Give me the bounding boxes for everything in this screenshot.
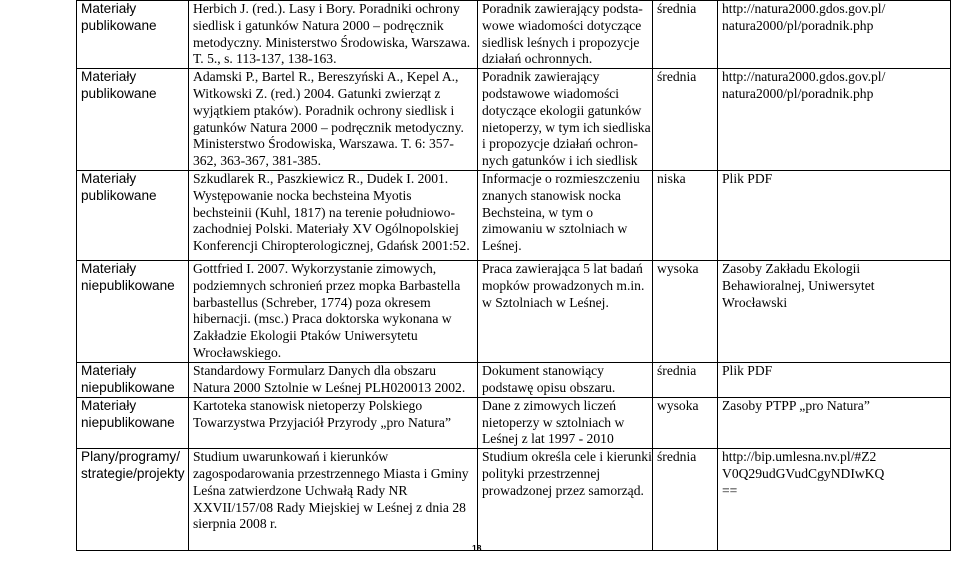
table-row — [77, 69, 951, 171]
description-cell — [478, 170, 653, 260]
material-type-cell — [77, 69, 189, 171]
location-line: Plik PDF — [722, 362, 773, 378]
location-line: http://natura2000.gdos.gov.pl/ — [722, 1, 886, 16]
location-cell — [718, 362, 951, 397]
source-line: 362, 363-367, 381-385. — [193, 153, 321, 169]
source-line: XXVII/157/08 Rady Miejskiej w Leśnej z dnia 28 — [193, 499, 466, 515]
description-line: nietoperzy, w tym ich siedliska — [482, 119, 651, 135]
source-line: Szkudlarek R., Paszkiewicz R., Dudek I. 2001. — [193, 170, 449, 186]
quality-cell — [653, 260, 718, 362]
quality-line: średnia — [657, 69, 697, 85]
location-cell — [718, 1, 951, 69]
location-cell — [718, 397, 951, 448]
description-cell — [478, 69, 653, 171]
source-line: Herbich J. (red.). Lasy i Bory. Poradniki ochrony — [193, 1, 460, 16]
description-line: polityki przestrzennej — [482, 465, 601, 481]
quality-line: wysoka — [657, 260, 699, 276]
material-type-cell — [77, 170, 189, 260]
table-row — [77, 260, 951, 362]
location-cell — [718, 260, 951, 362]
source-line: podziemnych schronień przez mopka Barbastella — [193, 277, 461, 293]
material-type-line: publikowane — [81, 17, 157, 33]
location-line: Plik PDF — [722, 170, 773, 186]
location-line: http://bip.umlesna.nv.pl/#Z2 — [722, 449, 877, 465]
description-line: Leśnej. — [482, 238, 522, 254]
quality-cell — [653, 69, 718, 171]
description-line: Dane z zimowych liczeń — [482, 397, 616, 413]
source-line: siedlisk i gatunków Natura 2000 – podręcznik — [193, 17, 444, 33]
quality-line: średnia — [657, 449, 697, 465]
source-line: zachodniej Polski. Materiały XV Ogólnopolskiej — [193, 221, 459, 237]
description-line: Leśnej z lat 1997 - 2010 — [482, 431, 614, 447]
description-line: działań ochronnych. — [482, 51, 593, 67]
description-line: nietoperzy w sztolniach w — [482, 414, 625, 430]
source-line: zagospodarowania przestrzennego Miasta i Gminy — [193, 465, 469, 481]
description-line: Bechsteina, w tym o — [482, 204, 593, 220]
description-line: Poradnik zawierający podsta- — [482, 1, 643, 16]
sources-table — [76, 0, 951, 551]
source-line: Występowanie nocka bechsteina Myotis — [193, 187, 412, 203]
source-cell — [189, 1, 478, 69]
source-line: Ministerstwo Środowiska, Warszawa. T. 6: 357- — [193, 136, 454, 152]
description-line: Informacje o rozmieszczeniu — [482, 170, 640, 186]
quality-cell — [653, 449, 718, 551]
description-line: wowe wiadomości dotyczące — [482, 17, 642, 33]
description-line: dotyczące ekologii gatunków — [482, 102, 642, 118]
material-type-cell — [77, 397, 189, 448]
source-line: Kartoteka stanowisk nietoperzy Polskiego — [193, 397, 423, 413]
description-line: prowadzonej przez samorząd. — [482, 482, 644, 498]
source-cell — [189, 449, 478, 551]
material-type-line: Materiały — [81, 170, 137, 186]
location-line: http://natura2000.gdos.gov.pl/ — [722, 69, 886, 85]
table-row — [77, 449, 951, 551]
source-line: barbastellus (Schreber, 1774) poza okresem — [193, 294, 431, 310]
source-line: Gottfried I. 2007. Wykorzystanie zimowych, — [193, 260, 437, 276]
description-cell — [478, 260, 653, 362]
material-type-line: publikowane — [81, 85, 157, 101]
source-line: Zakładzie Ekologii Ptaków Uniwersytetu — [193, 328, 418, 344]
material-type-line: Materiały — [81, 397, 137, 413]
source-cell — [189, 170, 478, 260]
source-line: bechsteinii (Kuhl, 1817) na terenie południowo- — [193, 204, 455, 220]
sources-table-body — [77, 1, 951, 551]
material-type-line: niepublikowane — [81, 277, 175, 293]
material-type-line: Plany/programy/ — [81, 449, 180, 465]
location-line: natura2000/pl/poradnik.php — [722, 17, 874, 33]
location-line: == — [722, 482, 738, 498]
page-number: 18 — [472, 543, 482, 553]
source-line: Adamski P., Bartel R., Bereszyński A., Kepel A., — [193, 69, 459, 85]
location-cell — [718, 69, 951, 171]
material-type-line: niepublikowane — [81, 414, 175, 430]
material-type-line: Materiały — [81, 69, 137, 85]
source-line: hibernacji. (msc.) Praca doktorska wykonana w — [193, 311, 452, 327]
material-type-cell — [77, 449, 189, 551]
description-line: Poradnik zawierający — [482, 69, 600, 85]
description-cell — [478, 397, 653, 448]
description-line: Studium określa cele i kierunki — [482, 449, 652, 465]
source-line: Studium uwarunkowań i kierunków — [193, 449, 389, 465]
description-cell — [478, 362, 653, 397]
source-cell — [189, 397, 478, 448]
material-type-line: niepublikowane — [81, 379, 175, 395]
material-type-line: strategie/projekty — [81, 465, 185, 481]
material-type-cell — [77, 260, 189, 362]
table-row — [77, 170, 951, 260]
location-line: Zasoby PTPP „pro Natura” — [722, 397, 870, 413]
source-line: T. 5., s. 113-137, 138-163. — [193, 51, 337, 67]
source-line: sierpnia 2008 r. — [193, 516, 278, 532]
source-line: Natura 2000 Sztolnie w Leśnej PLH020013 2002. — [193, 379, 466, 395]
source-line: Leśna zatwierdzone Uchwałą Rady NR — [193, 482, 408, 498]
location-cell — [718, 170, 951, 260]
description-line: Praca zawierająca 5 lat badań — [482, 260, 643, 276]
location-line: V0Q29udGVudCgyNDIwKQ — [722, 465, 885, 481]
material-type-line: Materiały — [81, 260, 137, 276]
description-line: podstawę opisu obszaru. — [482, 379, 616, 395]
quality-line: niska — [657, 170, 686, 186]
source-line: Towarzystwa Przyjaciół Przyrody „pro Natura” — [193, 414, 451, 430]
material-type-line: publikowane — [81, 187, 157, 203]
description-line: mopków prowadzonych m.in. — [482, 277, 645, 293]
quality-cell — [653, 170, 718, 260]
quality-cell — [653, 362, 718, 397]
description-line: nych gatunków i ich siedlisk — [482, 153, 638, 169]
source-cell — [189, 69, 478, 171]
description-line: siedlisk leśnych i propozycje — [482, 34, 640, 50]
source-line: metodyczny. Ministerstwo Środowiska, Warszawa. — [193, 34, 471, 50]
material-type-cell — [77, 1, 189, 69]
location-line: Wrocławski — [722, 294, 788, 310]
description-cell — [478, 1, 653, 69]
quality-cell — [653, 1, 718, 69]
description-cell — [478, 449, 653, 551]
quality-cell — [653, 397, 718, 448]
description-line: znanych stanowisk nocka — [482, 187, 621, 203]
location-line: natura2000/pl/poradnik.php — [722, 85, 874, 101]
source-line: gatunków Natura 2000 – podręcznik metodyczny. — [193, 119, 464, 135]
description-line: i propozycje działań ochron- — [482, 136, 638, 152]
location-line: Zasoby Zakładu Ekologii — [722, 260, 861, 276]
table-row — [77, 362, 951, 397]
material-type-line: Materiały — [81, 362, 137, 378]
description-line: podstawowe wiadomości — [482, 85, 620, 101]
table-row — [77, 397, 951, 448]
source-line: Standardowy Formularz Danych dla obszaru — [193, 362, 437, 378]
description-line: w Sztolniach w Leśnej. — [482, 294, 609, 310]
source-line: wyjątkiem ptaków). Poradnik ochrony siedlisk i — [193, 102, 455, 118]
description-line: zimowaniu w sztolniach w — [482, 221, 628, 237]
location-cell — [718, 449, 951, 551]
source-cell — [189, 260, 478, 362]
description-line: Dokument stanowiący — [482, 362, 604, 378]
source-line: Konferencji Chiropterologicznej, Gdańsk 2001:52. — [193, 238, 470, 254]
source-line: Witkowski Z. (red.) 2004. Gatunki zwierząt z — [193, 85, 441, 101]
table-row — [77, 1, 951, 69]
material-type-cell — [77, 362, 189, 397]
quality-line: średnia — [657, 1, 697, 16]
material-type-line: Materiały — [81, 1, 137, 16]
location-line: Behawioralnej, Uniwersytet — [722, 277, 875, 293]
quality-line: średnia — [657, 362, 697, 378]
source-line: Wrocławskiego. — [193, 344, 282, 360]
source-cell — [189, 362, 478, 397]
quality-line: wysoka — [657, 397, 699, 413]
